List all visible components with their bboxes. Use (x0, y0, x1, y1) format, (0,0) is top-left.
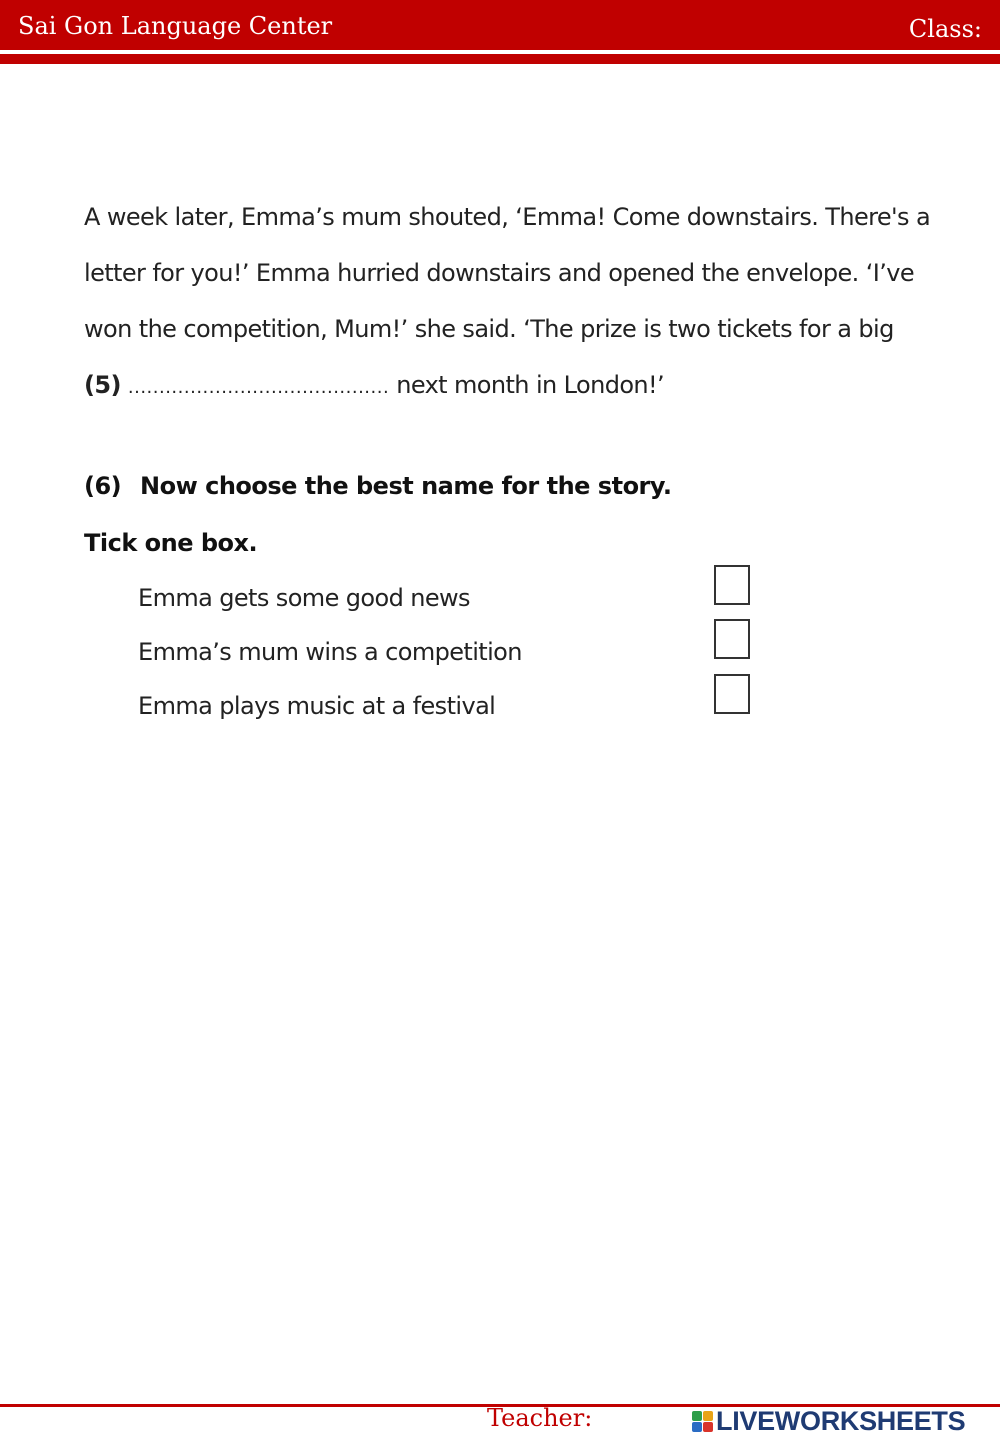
option-label-2: Emma’s mum wins a competition (138, 638, 522, 666)
story-line-2: letter for you!’ Emma hurried downstairs and opened the envelope. ‘I’ve (84, 259, 915, 287)
answer-blank-5[interactable]: .......................................... (127, 377, 390, 398)
class-label: Class: (908, 15, 982, 43)
option-checkbox-3[interactable] (714, 674, 750, 714)
question-number: (6) (84, 472, 122, 500)
question-6 (84, 472, 671, 500)
story-line-4-text: next month in London!’ (396, 371, 665, 399)
header-bar (0, 0, 1000, 50)
liveworksheets-logo (692, 1404, 965, 1438)
teacher-label: Teacher: (487, 1404, 593, 1432)
blank-number: (5) (84, 371, 121, 399)
story-line-3: won the competition, Mum!’ she said. ‘The prize is two tickets for a big (84, 315, 894, 343)
option-label-3: Emma plays music at a festival (138, 692, 496, 720)
liveworksheets-logo-icon (692, 1411, 713, 1432)
instruction-tick-one-box: Tick one box. (84, 529, 258, 557)
question-prompt: Now choose the best name for the story. (140, 472, 672, 500)
story-line-1: A week later, Emma’s mum shouted, ‘Emma! Come downstairs. There's a (84, 203, 931, 231)
header-divider (0, 54, 1000, 64)
option-checkbox-2[interactable] (714, 619, 750, 659)
option-label-1: Emma gets some good news (138, 584, 470, 612)
school-name: Sai Gon Language Center (18, 12, 333, 40)
logo-text: LIVEWORKSHEETS (716, 1405, 966, 1436)
option-checkbox-1[interactable] (714, 565, 750, 605)
story-line-4 (84, 371, 664, 399)
